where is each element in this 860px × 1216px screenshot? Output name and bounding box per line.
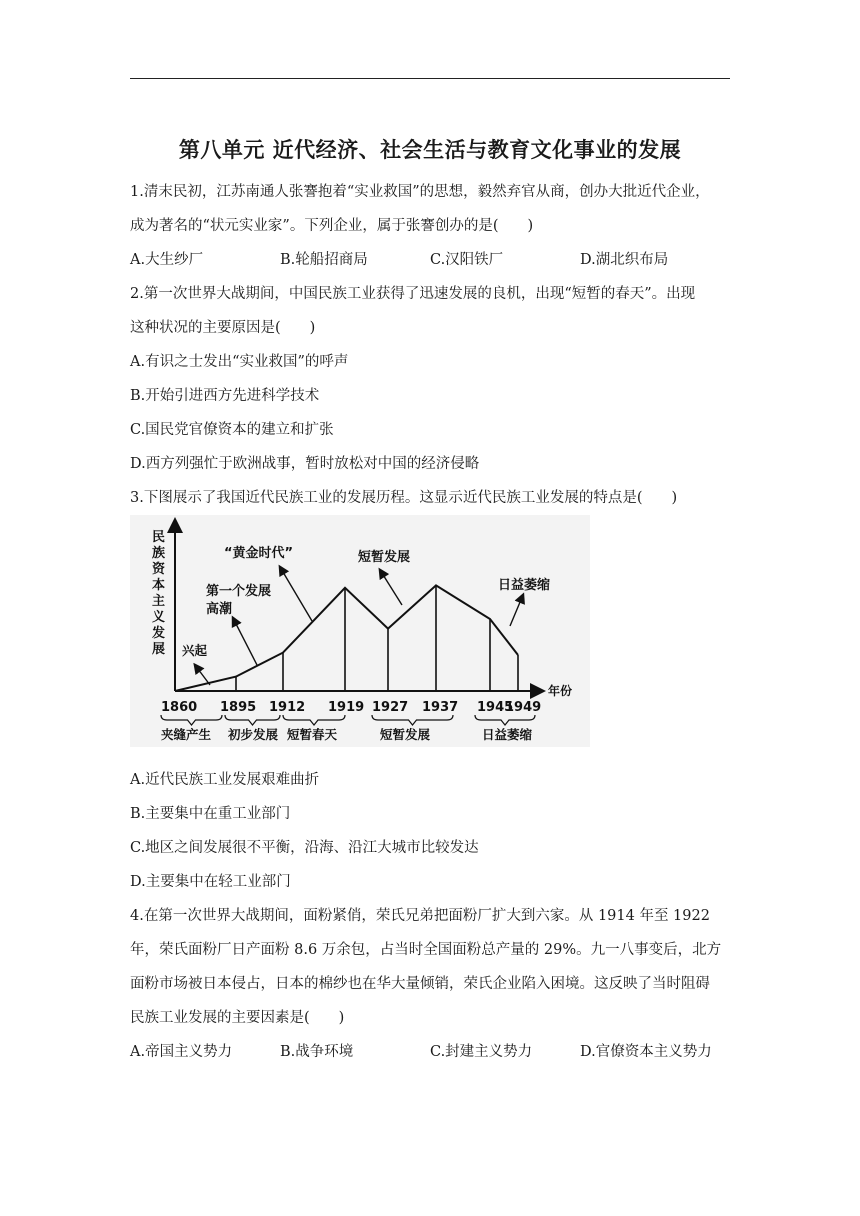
q2-stem-line1: 2.第一次世界大战期间，中国民族工业获得了迅速发展的良机，出现“短暂的春天”。出现 bbox=[130, 286, 696, 302]
q1-option-c: C.汉阳铁厂 bbox=[430, 252, 504, 268]
y-axis-label-char: 展 bbox=[152, 642, 166, 657]
q4-stem-line1: 4.在第一次世界大战期间，面粉紧俏，荣氏兄弟把面粉厂扩大到六家。从 1914 年至 1922 bbox=[130, 908, 710, 924]
q2-option-c: C.国民党官僚资本的建立和扩张 bbox=[130, 422, 334, 438]
period-label: 短暂发展 bbox=[380, 727, 431, 742]
q1-stem-line1: 1.清末民初，江苏南通人张謇抱着“实业救国”的思想，毅然弃官从商，创办大批近代企业， bbox=[130, 184, 710, 200]
q4-option-d: D.官僚资本主义势力 bbox=[580, 1044, 712, 1060]
page-title: 第八单元 近代经济、社会生活与教育文化事业的发展 bbox=[178, 138, 682, 162]
annotation-first-peak: 第一个发展 bbox=[206, 584, 272, 599]
annotation-rise: 兴起 bbox=[182, 643, 208, 658]
q3-option-d: D.主要集中在轻工业部门 bbox=[130, 874, 291, 890]
q3-stem: 3.下图展示了我国近代民族工业的发展历程。这显示近代民族工业发展的特点是( ) bbox=[130, 490, 678, 506]
tick-label-1927: 1927 bbox=[372, 700, 409, 715]
y-axis-label-char: 发 bbox=[152, 626, 166, 641]
period-label: 日益萎缩 bbox=[482, 727, 533, 742]
header-rule bbox=[130, 78, 730, 79]
x-axis-label: 年份 bbox=[548, 684, 573, 698]
q2-option-a: A.有识之士发出“实业救国”的呼声 bbox=[130, 354, 349, 370]
y-axis-label-char: 民 bbox=[152, 530, 166, 545]
annotation-first-peak-2: 高潮 bbox=[206, 602, 233, 617]
q4-option-a: A.帝国主义势力 bbox=[130, 1044, 233, 1060]
tick-label-1949: 1949 bbox=[505, 700, 542, 715]
tick-label-1912: 1912 bbox=[269, 700, 306, 715]
q3-option-b: B.主要集中在重工业部门 bbox=[130, 806, 291, 822]
y-axis-label-char: 资 bbox=[152, 562, 166, 577]
q3-option-c: C.地区之间发展很不平衡，沿海、沿江大城市比较发达 bbox=[130, 840, 479, 856]
q1-stem-line2: 成为著名的“状元实业家”。下列企业，属于张謇创办的是( ) bbox=[130, 218, 534, 234]
annotation-decline: 日益萎缩 bbox=[498, 578, 551, 593]
q4-stem-line3: 面粉市场被日本侵占，日本的棉纱也在华大量倾销，荣氏企业陷入困境。这反映了当时阻碍 bbox=[130, 976, 710, 992]
q2-option-d: D.西方列强忙于欧洲战事，暂时放松对中国的经济侵略 bbox=[130, 456, 480, 472]
q4-stem-line2: 年，荣氏面粉厂日产面粉 8.6 万余包，占当时全国面粉总产量的 29%。九一八事变后，北方 bbox=[130, 942, 722, 958]
q2-stem-line2: 这种状况的主要原因是( ) bbox=[130, 320, 316, 336]
y-axis-label-char: 义 bbox=[152, 610, 166, 625]
y-axis-label-char: 族 bbox=[152, 546, 166, 561]
annotation-golden-age: “黄金时代” bbox=[224, 546, 294, 561]
y-axis-label-char: 本 bbox=[152, 578, 166, 593]
period-label: 短暂春天 bbox=[287, 727, 338, 742]
q1-option-b: B.轮船招商局 bbox=[280, 252, 368, 268]
q2-option-b: B.开始引进西方先进科学技术 bbox=[130, 388, 320, 404]
y-axis-label-char: 主 bbox=[152, 594, 166, 609]
tick-label-1919: 1919 bbox=[328, 700, 365, 715]
q4-stem-line4: 民族工业发展的主要因素是( ) bbox=[130, 1010, 345, 1026]
tick-label-1860: 1860 bbox=[161, 700, 198, 715]
industry-development-chart bbox=[130, 515, 590, 747]
q4-option-b: B.战争环境 bbox=[280, 1044, 354, 1060]
period-label: 夹缝产生 bbox=[161, 727, 212, 742]
tick-label-1937: 1937 bbox=[422, 700, 459, 715]
period-label: 初步发展 bbox=[228, 727, 279, 742]
q4-option-c: C.封建主义势力 bbox=[430, 1044, 533, 1060]
q3-option-a: A.近代民族工业发展艰难曲折 bbox=[130, 772, 320, 788]
tick-label-1945: 1945 bbox=[477, 700, 514, 715]
tick-label-1895: 1895 bbox=[220, 700, 257, 715]
q1-option-a: A.大生纱厂 bbox=[130, 252, 204, 268]
annotation-short-dev: 短暂发展 bbox=[358, 550, 411, 565]
q1-option-d: D.湖北织布局 bbox=[580, 252, 669, 268]
